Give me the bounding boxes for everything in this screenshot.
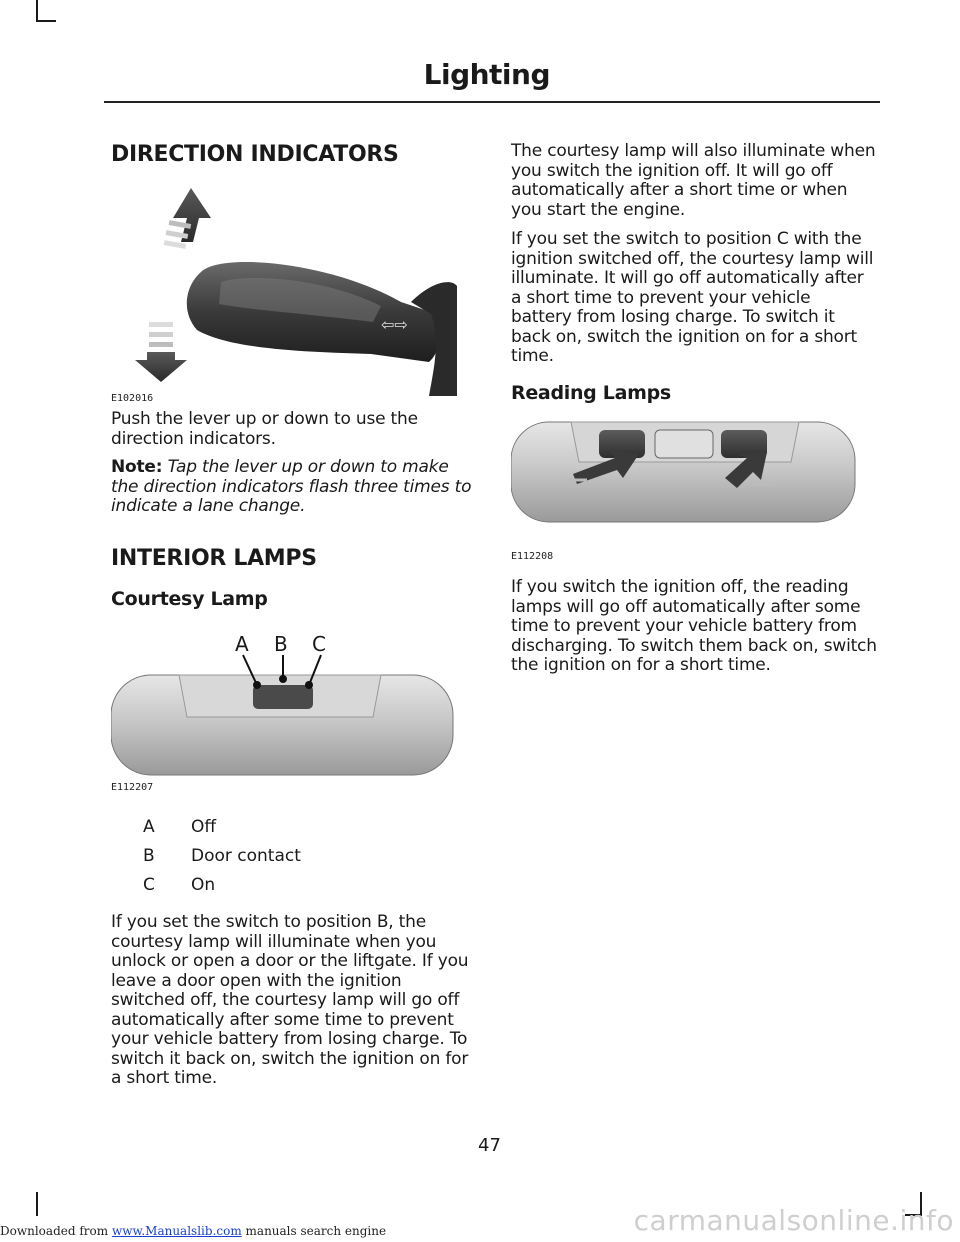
arrow-up-icon [164, 188, 211, 249]
arrow-down-icon [135, 322, 187, 382]
watermark: carmanualsonline.info [633, 1204, 954, 1237]
footer-prefix: Downloaded from [0, 1224, 109, 1238]
legend-key: B [143, 846, 155, 866]
legend-row-a [143, 817, 216, 837]
page-title: Lighting [423, 58, 550, 91]
legend-key: A [143, 817, 155, 837]
crop-mark [36, 20, 56, 22]
figure-code: E112208 [511, 551, 554, 562]
figure-code: E112207 [111, 782, 154, 793]
courtesy-ignition-paragraph: The courtesy lamp will also illuminate when you switch the ignition off. It will go off automatically after a short time or when you start the engine. [511, 141, 876, 220]
figure-code: E102016 [111, 393, 154, 404]
callout-b: B [274, 632, 288, 656]
callout-c: C [312, 632, 326, 656]
position-b-paragraph: If you set the switch to position B, the courtesy lamp will illuminate when you unlock or open a door or the liftgate. If you leave a door open with the ignition switched off, the courtesy lamp will go off automatically after some time to prevent your vehicle battery from losing charge. To switch it back on, switch the ignition on for a short time. [111, 912, 469, 1088]
crop-mark [36, 0, 38, 20]
legend-row-c [143, 875, 215, 895]
download-footer [0, 1224, 386, 1238]
note-label: Note: [111, 457, 163, 477]
svg-text:⇦⇨: ⇦⇨ [381, 315, 408, 334]
manualslib-link[interactable]: www.Manualslib.com [111, 1224, 242, 1238]
legend-value: On [191, 875, 216, 895]
callout-a: A [235, 632, 249, 656]
legend-row-b [143, 846, 301, 866]
direction-lever-illustration [111, 182, 457, 396]
position-c-paragraph: If you set the switch to position C with the ignition switched off, the courtesy lamp will illuminate. It will go off automatically after a short time to prevent your vehicle battery from losing charge. To switch it back on, switch the ignition on for a short time. [511, 229, 874, 366]
note-text: Tap the lever up or down to make the direction indicators flash three times to indicate a lane change. [111, 457, 472, 516]
interior-lamps-heading: INTERIOR LAMPS [111, 546, 317, 571]
direction-note [111, 458, 476, 517]
header-rule [104, 101, 880, 103]
courtesy-lamp-heading: Courtesy Lamp [111, 588, 268, 610]
reading-lamps-heading: Reading Lamps [511, 382, 671, 404]
crop-mark [36, 1192, 38, 1216]
direction-body-text: Push the lever up or down to use the direction indicators. [111, 409, 418, 449]
courtesy-lamp-illustration [111, 625, 457, 785]
reading-lamp-illustration [511, 418, 857, 534]
page-number: 47 [478, 1135, 501, 1156]
legend-value: Off [191, 817, 217, 837]
legend-key: C [143, 875, 155, 895]
footer-suffix: manuals search engine [245, 1224, 387, 1238]
legend-value: Door contact [191, 846, 301, 866]
direction-indicators-heading: DIRECTION INDICATORS [111, 142, 399, 167]
reading-lamps-paragraph: If you switch the ignition off, the reading lamps will go off automatically after some time to prevent your vehicle battery from discharging. To switch them back on, switch the ignition on for a short time. [511, 577, 877, 675]
